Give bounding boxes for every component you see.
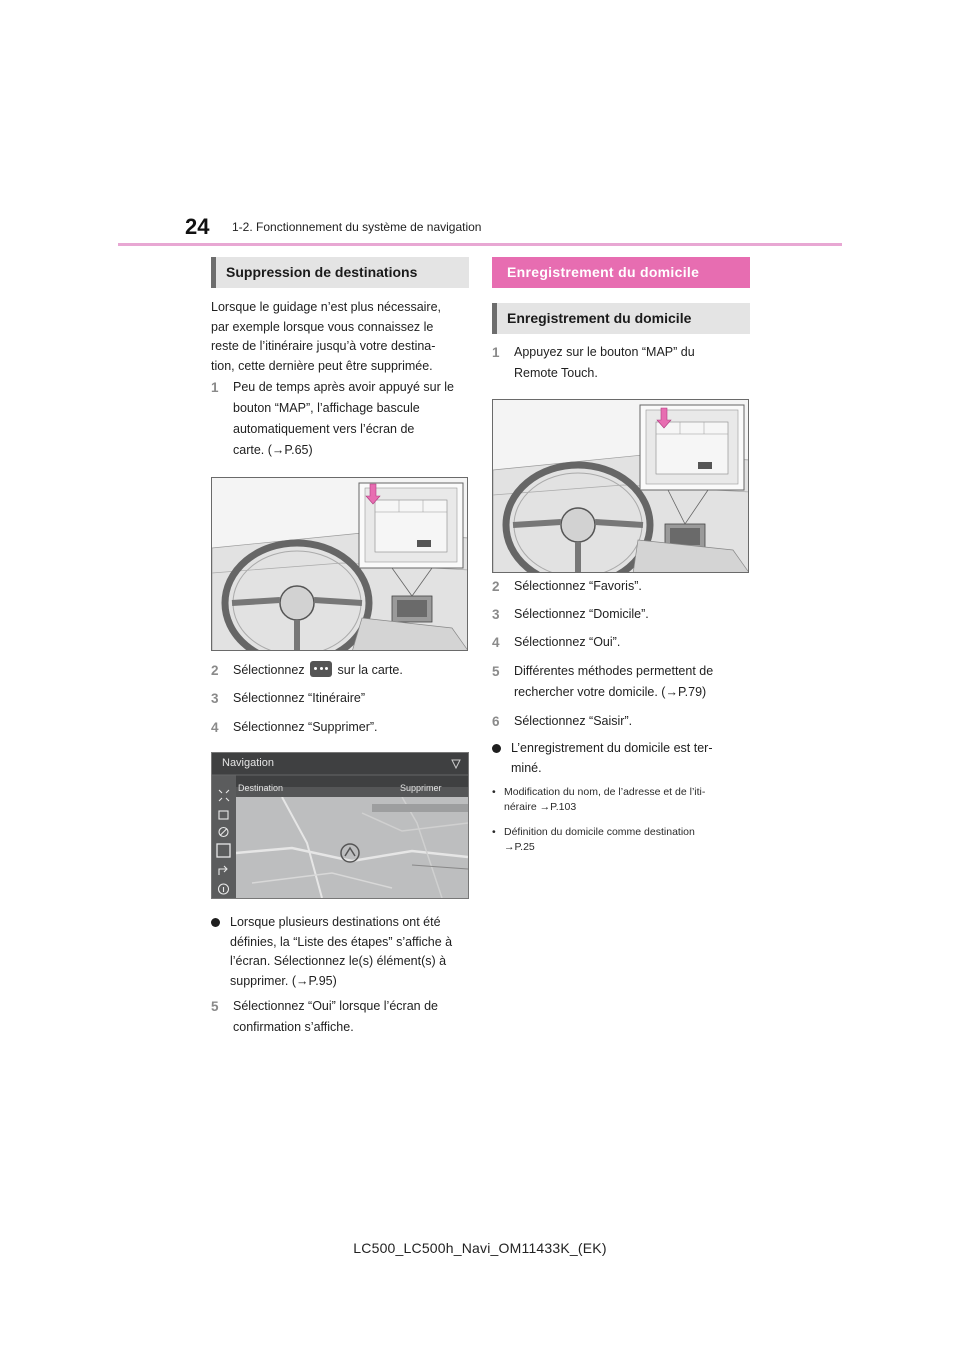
- page-number: 24: [185, 214, 210, 239]
- step-number: 1: [211, 380, 219, 395]
- intro-line: tion, cette dernière peut être supprimée.: [211, 358, 433, 373]
- step-line: confirmation s’affiche.: [233, 1020, 354, 1034]
- step-line: Appuyez sur le bouton “MAP” du: [514, 345, 695, 359]
- step-number: 5: [211, 999, 219, 1014]
- right-step-5: [492, 661, 754, 703]
- note-line: Définition du domicile comme destination: [504, 826, 695, 838]
- step-line: Peu de temps après avoir appuyé sur le: [233, 380, 454, 394]
- step-number: 6: [492, 714, 500, 729]
- step-text-before: Sélectionnez: [233, 663, 305, 677]
- step-number: 4: [492, 635, 500, 650]
- step-text: Sélectionnez “Favoris”.: [514, 579, 642, 593]
- step-line: rechercher votre domicile. (→P.79): [514, 685, 707, 699]
- right-step-1: [492, 342, 754, 384]
- header-rule: [118, 243, 842, 246]
- footer-document-code: LC500_LC500h_Navi_OM11433K_(EK): [353, 1240, 607, 1256]
- note-line: néraire →P.103: [504, 801, 577, 813]
- right-step-6: [492, 711, 754, 732]
- illustration-car-interior-left: [211, 477, 468, 651]
- bullet-line: miné.: [511, 760, 542, 775]
- bullet-dot: [211, 918, 220, 927]
- left-step-3: [211, 688, 473, 709]
- step-line: Différentes méthodes permettent de: [514, 664, 714, 678]
- running-head: 1-2. Fonctionnement du système de navigation: [232, 220, 482, 234]
- step-number: 2: [492, 579, 500, 594]
- step-text: Sélectionnez “Domicile”.: [514, 607, 649, 621]
- right-step-3: [492, 604, 754, 625]
- left-step-1: [211, 377, 473, 461]
- navigation-screen: [211, 752, 469, 899]
- heading-sub-text: Enregistrement du domicile: [507, 310, 692, 326]
- intro-line: reste de l’itinéraire jusqu’à votre destina-: [211, 339, 436, 353]
- step-line: automatiquement vers l’écran de: [233, 422, 415, 436]
- left-step-2: [211, 660, 473, 681]
- step-number: 5: [492, 664, 500, 679]
- right-note-2: [492, 825, 754, 855]
- step-line: carte. (→P.65): [233, 443, 313, 457]
- nav-tab-supprimer[interactable]: Supprimer: [400, 783, 442, 793]
- heading-suppression-text: Suppression de destinations: [226, 264, 418, 280]
- step-number: 3: [492, 607, 500, 622]
- intro-line: par exemple lorsque vous connaissez le: [211, 319, 434, 334]
- left-bullet: [211, 913, 473, 991]
- step-text-after: sur la carte.: [337, 663, 403, 677]
- intro-paragraph: [211, 298, 473, 376]
- step-text: Sélectionnez “Supprimer”.: [233, 720, 378, 734]
- step-number: 2: [211, 663, 219, 678]
- step-text: Sélectionnez “Saisir”.: [514, 714, 633, 728]
- step-text: Sélectionnez “Itinéraire”: [233, 691, 366, 705]
- left-step-4: [211, 717, 473, 738]
- bullet-line: supprimer. (→P.95): [230, 973, 337, 988]
- illustration-car-interior-right: [492, 399, 749, 573]
- note-bullet: •: [492, 826, 496, 838]
- bullet-dot: [492, 744, 501, 753]
- left-step-5: [211, 996, 473, 1038]
- step-number: 1: [492, 345, 500, 360]
- right-bullet: [492, 739, 754, 778]
- bullet-line: l’écran. Sélectionnez le(s) élément(s) à: [230, 954, 447, 968]
- step-number: 4: [211, 720, 219, 735]
- right-note-1: [492, 785, 754, 815]
- right-step-4: [492, 632, 754, 653]
- car-interior-drawing: [212, 478, 468, 651]
- car-interior-drawing: [493, 400, 749, 573]
- step-line: Remote Touch.: [514, 366, 598, 380]
- intro-line: Lorsque le guidage n’est plus nécessaire,: [211, 300, 442, 314]
- more-options-icon: [310, 661, 332, 677]
- step-line: Sélectionnez “Oui” lorsque l’écran de: [233, 999, 438, 1013]
- step-line: bouton “MAP”, l’affichage bascule: [233, 401, 420, 415]
- heading-enregistrement-main: [492, 257, 750, 288]
- note-bullet: •: [492, 786, 496, 798]
- navigation-screen-graphics: [212, 753, 469, 899]
- right-step-2: [492, 576, 754, 597]
- heading-suppression: [211, 257, 469, 288]
- note-line: →P.25: [504, 841, 535, 853]
- step-text: Sélectionnez “Oui”.: [514, 635, 621, 649]
- step-number: 3: [211, 691, 219, 706]
- bullet-line: Lorsque plusieurs destinations ont été: [230, 915, 441, 929]
- nav-tab-destination[interactable]: Destination: [238, 783, 284, 793]
- note-line: Modification du nom, de l’adresse et de l’iti-: [504, 786, 706, 798]
- bullet-line: définies, la “Liste des étapes” s’affiche à: [230, 934, 453, 949]
- heading-main-text: Enregistrement du domicile: [507, 264, 700, 280]
- nav-title: Navigation: [222, 757, 274, 769]
- heading-enregistrement-sub: [492, 303, 750, 334]
- bullet-line: L’enregistrement du domicile est ter-: [511, 741, 713, 755]
